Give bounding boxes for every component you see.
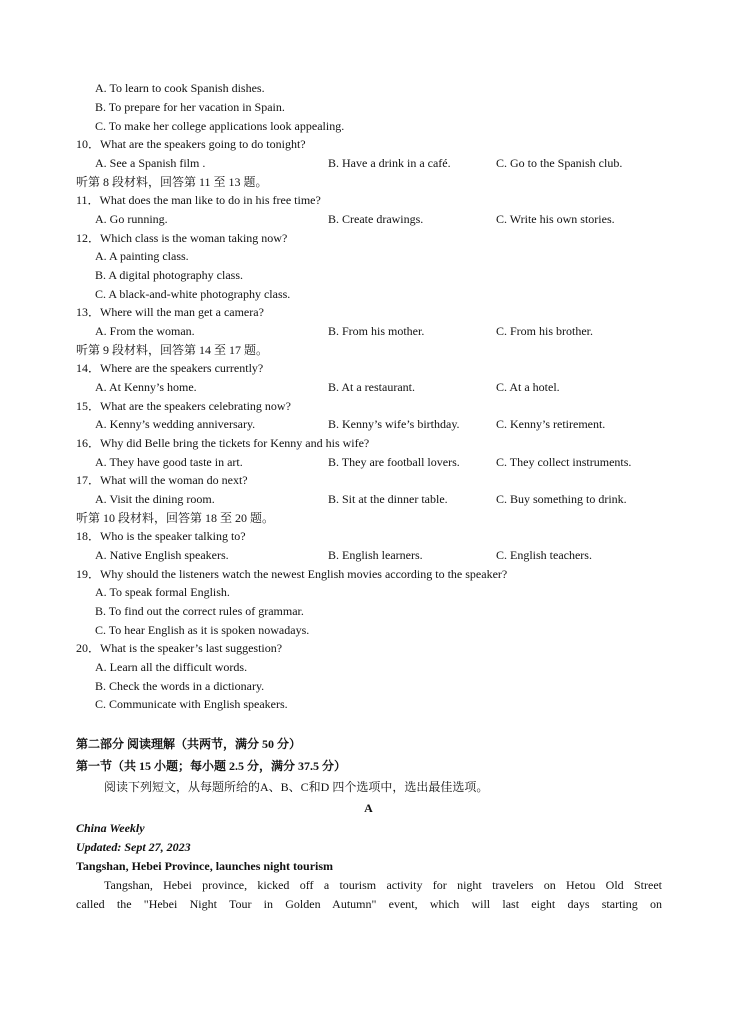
section-8-instruction: 听第 8 段材料，回答第 11 至 13 题。 <box>76 175 268 189</box>
q17-option-c: C. Buy something to drink. <box>496 492 627 506</box>
q13-question: 13．Where will the man get a camera? <box>76 305 264 319</box>
q19-option-a: A. To speak formal English. <box>95 585 230 599</box>
q15-question: 15．What are the speakers celebrating now? <box>76 399 291 413</box>
q17-option-a: A. Visit the dining room. <box>95 492 215 506</box>
q11-option-a: A. Go running. <box>95 212 168 226</box>
q12-option-c: C. A black-and-white photography class. <box>95 287 291 301</box>
section-1-title: 第一节（共 15 小题；每小题 2.5 分，满分 37.5 分） <box>76 759 347 773</box>
q12-option-a: A. A painting class. <box>95 249 189 263</box>
q14-option-b: B. At a restaurant. <box>328 380 415 394</box>
passage-updated: Updated: Sept 27, 2023 <box>76 840 191 854</box>
q16-option-b: B. They are football lovers. <box>328 455 460 469</box>
q10-option-c: C. Go to the Spanish club. <box>496 156 623 170</box>
q14-options <box>0 378 737 397</box>
q18-question: 18．Who is the speaker talking to? <box>76 529 246 543</box>
q14-question: 14．Where are the speakers currently? <box>76 361 264 375</box>
q9-option-c: C. To make her college applications look appealing. <box>95 119 345 133</box>
q16-option-a: A. They have good taste in art. <box>95 455 243 469</box>
passage-source: China Weekly <box>76 821 145 835</box>
q10-options <box>0 154 737 173</box>
q11-option-b: B. Create drawings. <box>328 212 424 226</box>
q13-option-a: A. From the woman. <box>95 324 195 338</box>
q10-question: 10．What are the speakers going to do tonight? <box>76 137 306 151</box>
q20-question: 20．What is the speaker’s last suggestion? <box>76 641 283 655</box>
reading-instructions: 阅读下列短文，从每题所给的A、B、C和D 四个选项中，选出最佳选项。 <box>104 780 489 794</box>
q17-question: 17．What will the woman do next? <box>76 473 248 487</box>
section-10-instruction: 听第 10 段材料，回答第 18 至 20 题。 <box>76 511 275 525</box>
q13-option-b: B. From his mother. <box>328 324 425 338</box>
q10-option-b: B. Have a drink in a café. <box>328 156 451 170</box>
section-9-instruction: 听第 9 段材料，回答第 14 至 17 题。 <box>76 343 269 357</box>
q10-option-a: A. See a Spanish film . <box>95 156 206 170</box>
q9-option-a: A. To learn to cook Spanish dishes. <box>95 81 265 95</box>
q15-option-c: C. Kenny’s retirement. <box>496 417 606 431</box>
q20-option-b: B. Check the words in a dictionary. <box>95 679 265 693</box>
q18-option-a: A. Native English speakers. <box>95 548 229 562</box>
q19-option-b: B. To find out the correct rules of grammar. <box>95 604 304 618</box>
q14-option-a: A. At Kenny’s home. <box>95 380 197 394</box>
q13-options <box>0 322 737 341</box>
q9-option-b: B. To prepare for her vacation in Spain. <box>95 100 285 114</box>
q15-option-b: B. Kenny’s wife’s birthday. <box>328 417 460 431</box>
q15-options <box>0 415 737 434</box>
passage-label: A <box>364 801 373 815</box>
passage-headline: Tangshan, Hebei Province, launches night tourism <box>76 859 334 873</box>
q11-option-c: C. Write his own stories. <box>496 212 615 226</box>
passage-paragraph-line-1: Tangshan, Hebei province, kicked off a tourism activity for night travelers on Hetou Old Street <box>104 878 662 892</box>
q14-option-c: C. At a hotel. <box>496 380 560 394</box>
q16-option-c: C. They collect instruments. <box>496 455 632 469</box>
part-2-title: 第二部分 阅读理解（共两节，满分 50 分） <box>76 737 302 751</box>
q20-option-c: C. Communicate with English speakers. <box>95 697 288 711</box>
passage-paragraph-line-2: called the "Hebei Night Tour in Golden Autumn" event, which will last eight days starting on <box>76 897 662 911</box>
q11-question: 11．What does the man like to do in his free time? <box>76 193 321 207</box>
q19-option-c: C. To hear English as it is spoken nowadays. <box>95 623 310 637</box>
q12-question: 12．Which class is the woman taking now? <box>76 231 288 245</box>
q19-question: 19．Why should the listeners watch the newest English movies according to the speaker? <box>76 567 508 581</box>
q18-options <box>0 546 737 565</box>
q15-option-a: A. Kenny’s wedding anniversary. <box>95 417 256 431</box>
q12-option-b: B. A digital photography class. <box>95 268 243 282</box>
q11-options <box>0 210 737 229</box>
q16-options <box>0 453 737 472</box>
q20-option-a: A. Learn all the difficult words. <box>95 660 248 674</box>
q13-option-c: C. From his brother. <box>496 324 594 338</box>
q16-question: 16．Why did Belle bring the tickets for Kenny and his wife? <box>76 436 370 450</box>
q18-option-c: C. English teachers. <box>496 548 592 562</box>
q17-options <box>0 490 737 509</box>
q17-option-b: B. Sit at the dinner table. <box>328 492 448 506</box>
q18-option-b: B. English learners. <box>328 548 423 562</box>
